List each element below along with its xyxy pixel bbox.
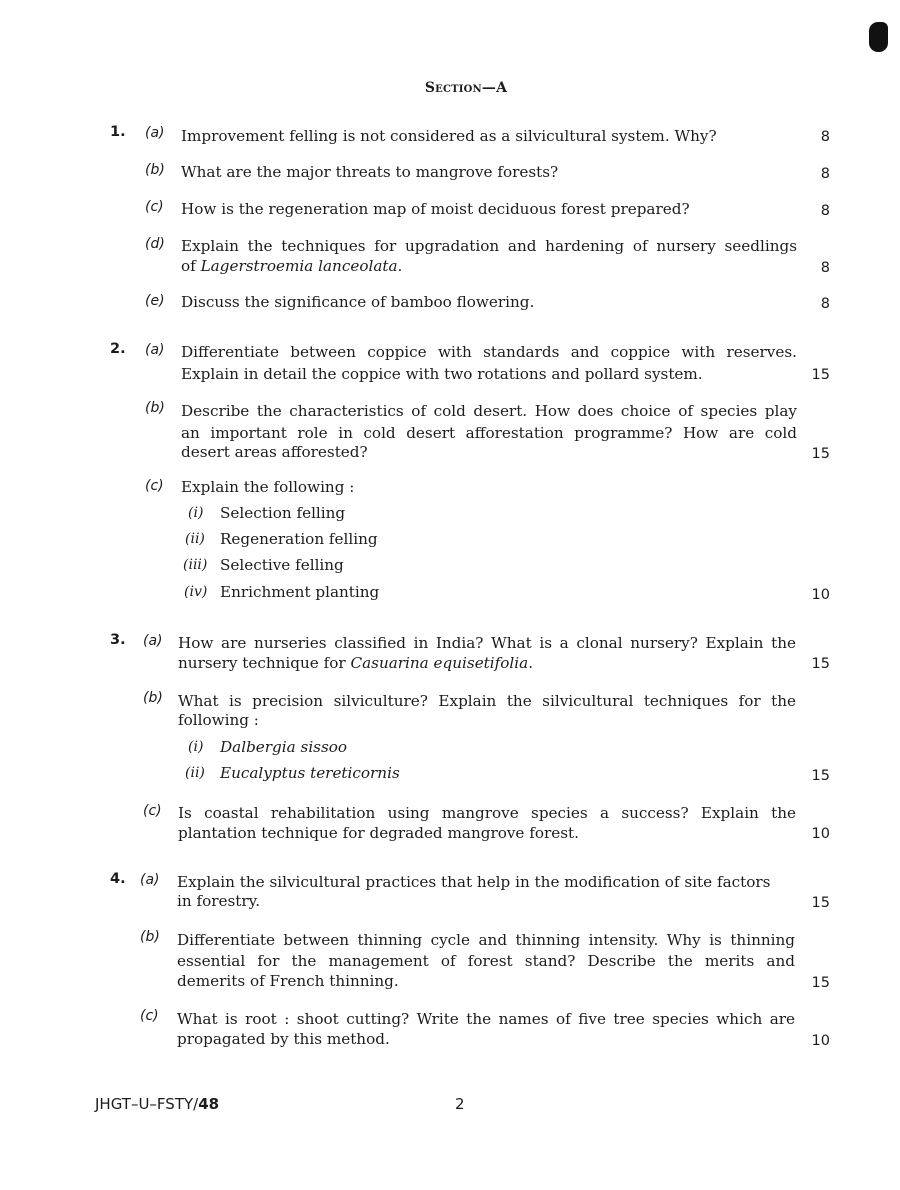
- sub-label: (i): [188, 739, 204, 755]
- question-text-cont: essential for the management of forest stand? Describe the merits and: [177, 952, 795, 970]
- question-text: How are nurseries classified in India? What is a clonal nursery? Explain the: [178, 634, 796, 652]
- sub-item: Selective felling: [220, 556, 344, 574]
- sub-label: (iii): [183, 557, 208, 573]
- question-text: Differentiate between coppice with standards and coppice with reserves.: [181, 343, 797, 361]
- part-label: (b): [145, 162, 165, 178]
- paper-code: JHGT–U–FSTY/48: [95, 1095, 220, 1113]
- part-label: (c): [145, 199, 164, 215]
- sub-item: Enrichment planting: [220, 583, 380, 601]
- marks: 15: [811, 656, 830, 672]
- part-label: (a): [140, 872, 160, 888]
- scan-edge-mark: [869, 22, 888, 52]
- question-text: Differentiate between thinning cycle and thinning intensity. Why is thinning: [177, 931, 795, 949]
- species-name: Dalbergia sissoo: [220, 738, 348, 756]
- sub-item: Regeneration felling: [220, 530, 378, 548]
- question-text-cont: of Lagerstroemia lanceolata.: [181, 257, 403, 275]
- page-number: 2: [455, 1095, 465, 1113]
- part-label: (a): [145, 125, 165, 141]
- marks: 10: [811, 826, 830, 842]
- part-label: (c): [143, 803, 162, 819]
- part-label: (a): [143, 633, 163, 649]
- question-text: What is precision silviculture? Explain the silvicultural techniques for the: [178, 692, 796, 710]
- marks: 8: [820, 166, 830, 182]
- marks: 8: [820, 129, 830, 145]
- marks: 15: [811, 975, 830, 991]
- question-text: Explain the silvicultural practices that help in the modification of site factors: [177, 873, 771, 891]
- species-name: Eucalyptus tereticornis: [220, 764, 400, 782]
- part-label: (c): [145, 478, 164, 494]
- question-text-cont: propagated by this method.: [177, 1030, 390, 1048]
- question-text-cont: nursery technique for Casuarina equisetifolia.: [178, 654, 534, 672]
- marks: 8: [820, 260, 830, 276]
- question-number: 2.: [110, 341, 126, 357]
- question-text-cont: plantation technique for degraded mangrove forest.: [178, 824, 579, 842]
- question-text-cont: an important role in cold desert afforestation programme? How are cold: [181, 424, 797, 442]
- marks: 15: [811, 768, 830, 784]
- marks: 15: [811, 367, 830, 383]
- sub-label: (i): [188, 505, 204, 521]
- marks: 10: [811, 1033, 830, 1049]
- marks: 8: [820, 296, 830, 312]
- part-label: (b): [140, 929, 160, 945]
- species-name: Lagerstroemia lanceolata: [200, 257, 398, 275]
- question-text: What are the major threats to mangrove forests?: [181, 163, 559, 181]
- sub-label: (ii): [185, 765, 205, 781]
- question-text-cont: following :: [178, 711, 259, 729]
- part-label: (c): [140, 1008, 159, 1024]
- question-text-cont: desert areas afforested?: [181, 443, 368, 461]
- question-number: 4.: [110, 871, 126, 887]
- question-number: 1.: [110, 124, 126, 140]
- question-text-cont: demerits of French thinning.: [177, 972, 399, 990]
- question-text-cont: in forestry.: [177, 892, 261, 910]
- marks: 8: [820, 203, 830, 219]
- marks: 15: [811, 895, 830, 911]
- question-text: Explain the techniques for upgradation and hardening of nursery seedlings: [181, 237, 797, 255]
- sub-label: (ii): [185, 531, 205, 547]
- sub-item: Selection felling: [220, 504, 346, 522]
- question-text: Discuss the significance of bamboo flowering.: [181, 293, 535, 311]
- part-label: (e): [145, 293, 165, 309]
- marks: 15: [811, 446, 830, 462]
- part-label: (d): [145, 236, 165, 252]
- question-text: What is root : shoot cutting? Write the names of five tree species which are: [177, 1010, 795, 1028]
- section-title: Section—A: [424, 80, 508, 96]
- question-text: Improvement felling is not considered as a silvicultural system. Why?: [181, 127, 717, 145]
- part-label: (b): [143, 690, 163, 706]
- question-text: Explain the following :: [181, 478, 355, 496]
- part-label: (b): [145, 400, 165, 416]
- marks: 10: [811, 587, 830, 603]
- sub-label: (iv): [184, 584, 208, 600]
- question-number: 3.: [110, 632, 126, 648]
- part-label: (a): [145, 342, 165, 358]
- question-text: Is coastal rehabilitation using mangrove species a success? Explain the: [178, 804, 796, 822]
- question-text-cont: Explain in detail the coppice with two rotations and pollard system.: [181, 365, 703, 383]
- question-text: How is the regeneration map of moist deciduous forest prepared?: [181, 200, 690, 218]
- question-text: Describe the characteristics of cold desert. How does choice of species play: [181, 402, 797, 420]
- species-name: Casuarina equisetifolia: [350, 654, 529, 672]
